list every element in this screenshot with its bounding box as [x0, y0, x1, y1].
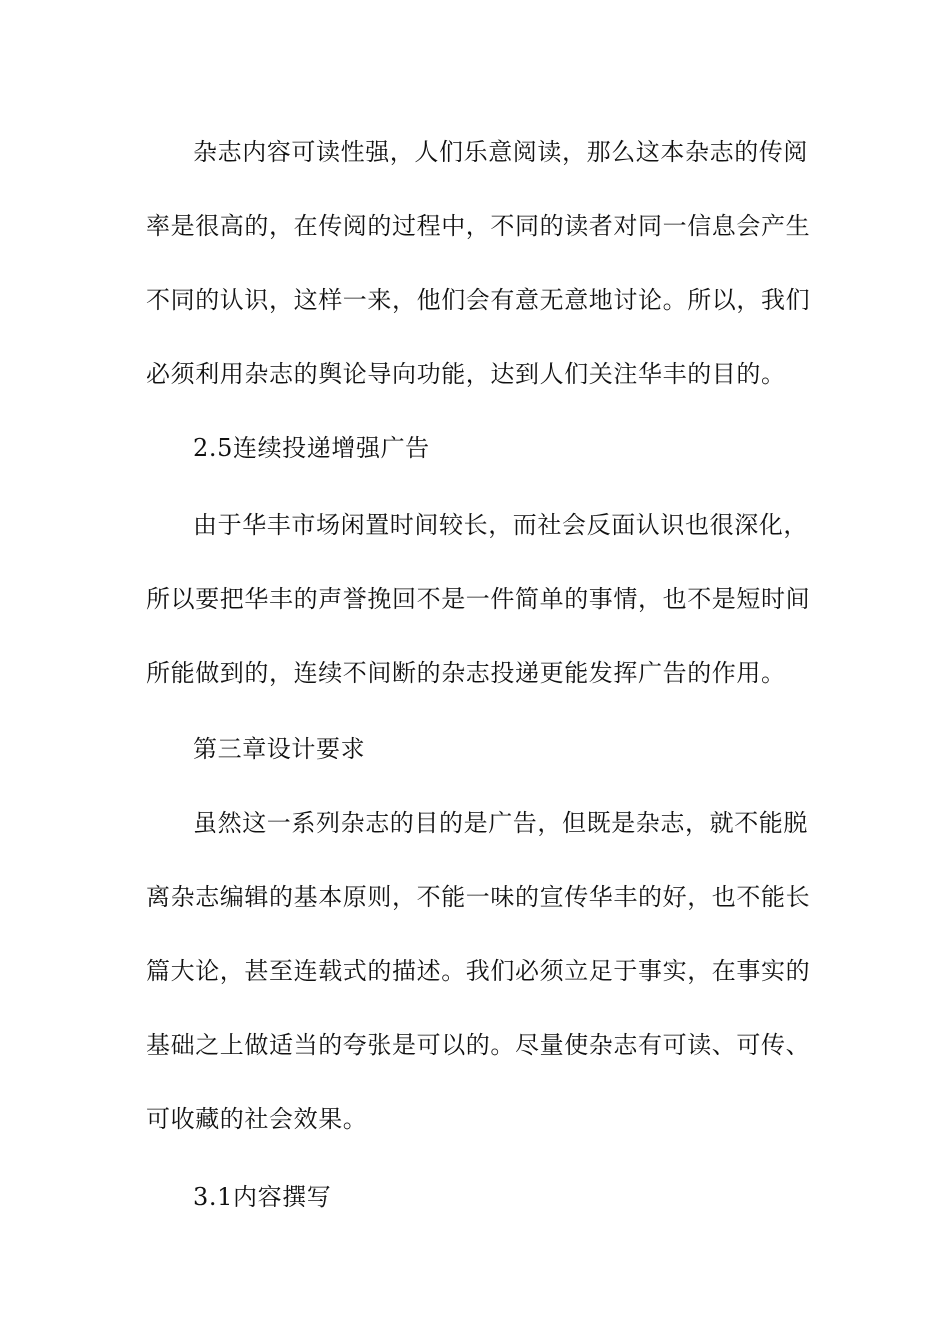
paragraph-line: 率是很高的，在传阅的过程中，不同的读者对同一信息会产生 [146, 212, 811, 240]
paragraph-line: 所以要把华丰的声誉挽回不是一件简单的事情，也不是短时间 [146, 585, 811, 613]
paragraph-line: 篇大论，甚至连载式的描述。我们必须立足于事实，在事实的 [146, 957, 811, 985]
paragraph-line: 可收藏的社会效果。 [146, 1105, 368, 1133]
paragraph-line: 虽然这一系列杂志的目的是广告，但既是杂志，就不能脱 [193, 809, 808, 837]
paragraph-line: 由于华丰市场闲置时间较长，而社会反面认识也很深化， [193, 511, 808, 539]
paragraph-line: 基础之上做适当的夸张是可以的。尽量使杂志有可读、可传、 [146, 1031, 811, 1059]
section-heading: 3.1内容撰写 [193, 1183, 332, 1211]
paragraph-line: 离杂志编辑的基本原则，不能一味的宣传华丰的好，也不能长 [146, 883, 811, 911]
paragraph-line: 不同的认识，这样一来，他们会有意无意地讨论。所以，我们 [146, 286, 811, 314]
paragraph-line: 必须利用杂志的舆论导向功能，达到人们关注华丰的目的。 [146, 360, 786, 388]
section-heading: 2.5连续投递增强广告 [193, 434, 430, 462]
paragraph-line: 所能做到的，连续不间断的杂志投递更能发挥广告的作用。 [146, 659, 786, 687]
chapter-heading: 第三章设计要求 [193, 735, 366, 763]
paragraph-line: 杂志内容可读性强，人们乐意阅读，那么这本杂志的传阅 [193, 138, 808, 166]
